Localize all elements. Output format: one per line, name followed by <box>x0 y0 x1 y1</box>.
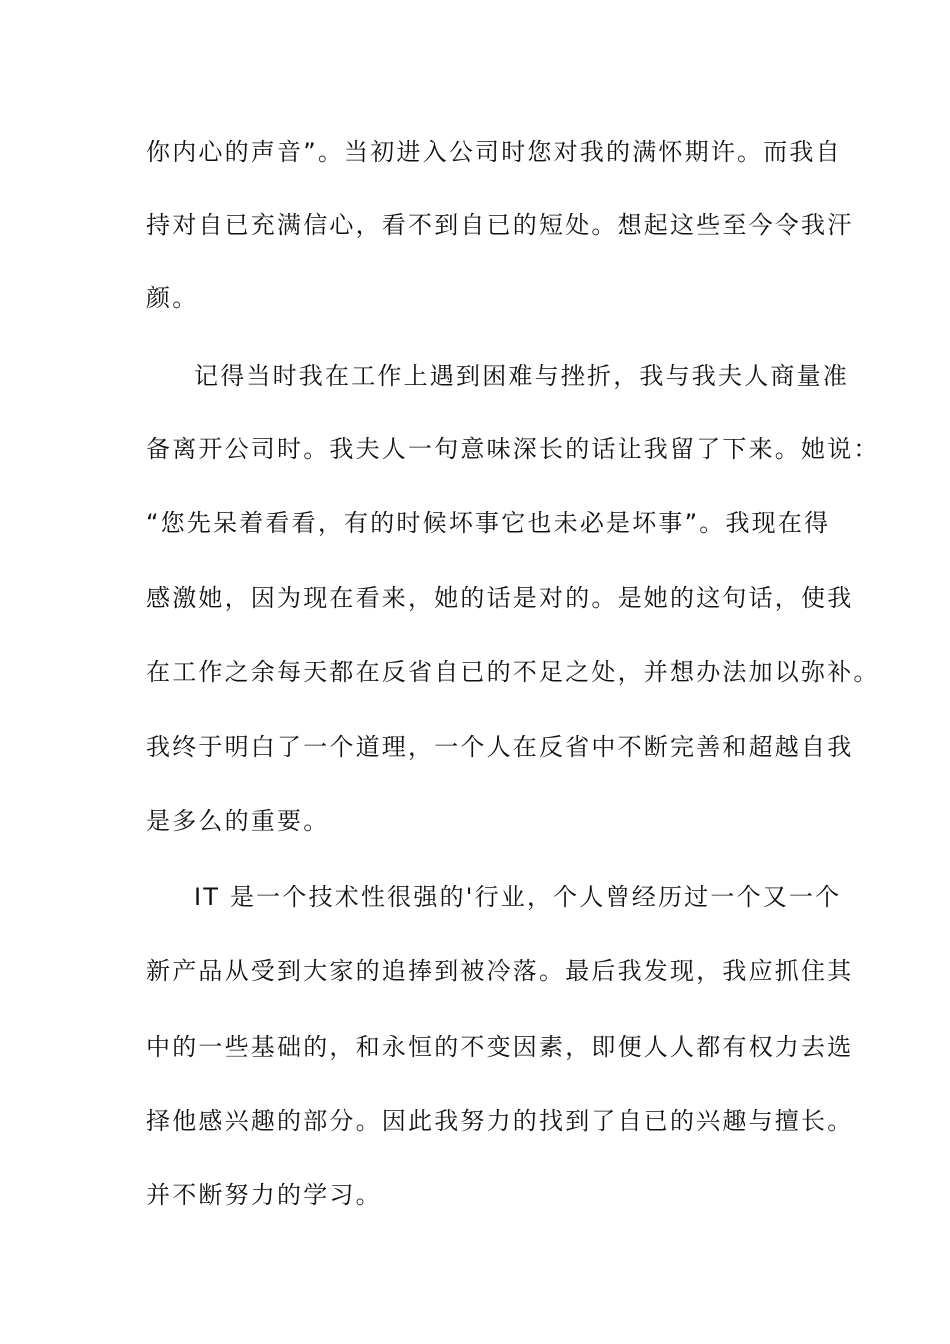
text-line: 在工作之余每天都在反省自已的不足之处，并想办法加以弥补。 <box>146 658 880 686</box>
paragraph-start-line: IT 是一个技术性很强的'行业，个人曾经历过一个又一个 <box>194 883 842 911</box>
paragraph-start-line: 记得当时我在工作上遇到困难与挫折，我与我夫人商量准 <box>194 362 849 390</box>
text-line: 并不断努力的学习。 <box>146 1181 382 1209</box>
text-line: 中的一些基础的，和永恒的不变因素，即便人人都有权力去选 <box>146 1033 854 1061</box>
text-line: 备离开公司时。我夫人一句意味深长的话让我留了下来。她说： <box>146 435 880 463</box>
text-line: 颜。 <box>146 284 199 312</box>
text-line: 新产品从受到大家的追捧到被冷落。最后我发现，我应抓住其 <box>146 957 854 985</box>
text-line: 你内心的声音”。当初进入公司时您对我的满怀期许。而我自 <box>146 138 842 166</box>
text-line: 感激她，因为现在看来，她的话是对的。是她的这句话，使我 <box>146 584 854 612</box>
text-line: 我终于明白了一个道理，一个人在反省中不断完善和超越自我 <box>146 733 854 761</box>
text-line: 是多么的重要。 <box>146 807 330 835</box>
text-line: “您先呆着看看，有的时候坏事它也未必是坏事”。我现在得 <box>146 509 831 537</box>
text-line: 持对自已充满信心，看不到自已的短处。想起这些至今令我汗 <box>146 211 854 239</box>
text-line: 择他感兴趣的部分。因此我努力的找到了自已的兴趣与擅长。 <box>146 1107 854 1135</box>
